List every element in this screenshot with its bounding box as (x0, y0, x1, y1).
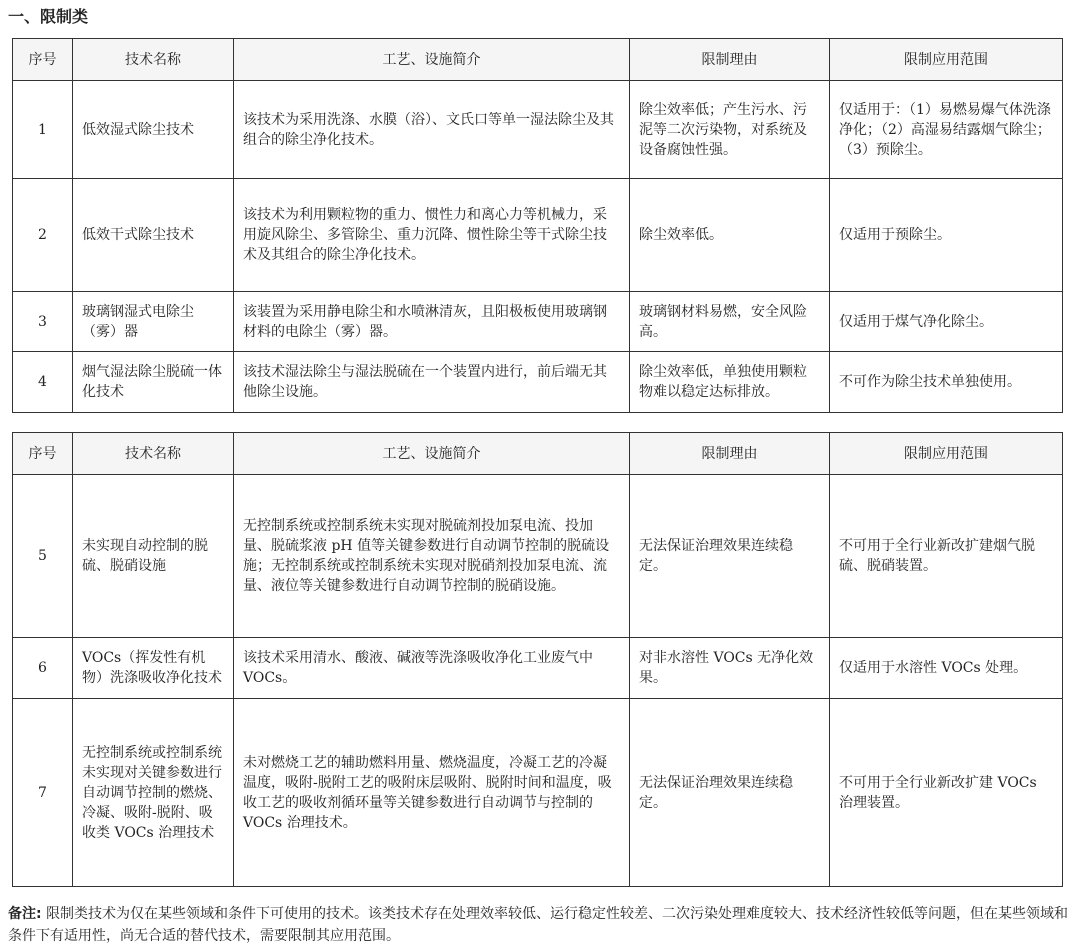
row-name: 玻璃钢湿式电除尘（雾）器 (73, 292, 234, 352)
row-no: 4 (13, 352, 73, 413)
row-name: 未实现自动控制的脱硫、脱硝设施 (73, 475, 234, 638)
footnote-text: 限制类技术为仅在某些领域和条件下可使用的技术。该类技术存在处理效率较低、运行稳定性较差、二次污染处理难度较大、技术经济性较低等问题，但在某些领域和条件下有适用性，尚无合适的替代技术，需要限制其应用范围。 (8, 906, 1069, 944)
row-no: 6 (13, 638, 73, 699)
row-scope: 仅适用于煤气净化除尘。 (830, 292, 1063, 352)
row-name: 无控制系统或控制系统未实现对关键参数进行自动调节控制的燃烧、冷凝、吸附-脱附、吸收类 VOCs 治理技术 (73, 699, 234, 887)
section-title: 一、限制类 (8, 7, 89, 26)
row-reason: 玻璃钢材料易燃，安全风险高。 (630, 292, 830, 352)
row-desc: 无控制系统或控制系统未实现对脱硫剂投加泵电流、投加量、脱硫浆液 pH 值等关键参数进行自动调节控制的脱硫设施；无控制系统或控制系统未实现对脱硝剂投加泵电流、流量、液位等关键参数进行自动调节控制的脱硝设施。 (234, 475, 630, 638)
row-no: 2 (13, 179, 73, 292)
row-desc: 该装置为采用静电除尘和水喷淋清灰，且阳极板使用玻璃钢材料的电除尘（雾）器。 (234, 292, 630, 352)
footnote (8, 903, 1072, 947)
header-scope: 限制应用范围 (830, 433, 1063, 475)
table-row (13, 81, 1063, 179)
restriction-table-1 (12, 38, 1063, 413)
row-no: 5 (13, 475, 73, 638)
row-reason: 除尘效率低。 (630, 179, 830, 292)
row-scope: 仅适用于水溶性 VOCs 处理。 (830, 638, 1063, 699)
table-row (13, 638, 1063, 699)
restriction-table-2 (12, 432, 1063, 887)
table-header-row (13, 39, 1063, 81)
row-name: VOCs（挥发性有机物）洗涤吸收净化技术 (73, 638, 234, 699)
header-no: 序号 (13, 39, 73, 81)
row-name: 低效干式除尘技术 (73, 179, 234, 292)
row-scope: 仅适用于预除尘。 (830, 179, 1063, 292)
row-reason: 无法保证治理效果连续稳定。 (630, 699, 830, 887)
row-desc: 未对燃烧工艺的辅助燃料用量、燃烧温度，冷凝工艺的冷凝温度，吸附-脱附工艺的吸附床层吸附、脱附时间和温度，吸收工艺的吸收剂循环量等关键参数进行自动调节与控制的 VOCs 治理技术。 (234, 699, 630, 887)
table-row (13, 292, 1063, 352)
header-name: 技术名称 (73, 39, 234, 81)
row-no: 1 (13, 81, 73, 179)
row-name: 低效湿式除尘技术 (73, 81, 234, 179)
row-scope: 不可作为除尘技术单独使用。 (830, 352, 1063, 413)
table-row (13, 699, 1063, 887)
row-scope: 不可用于全行业新改扩建 VOCs 治理装置。 (830, 699, 1063, 887)
row-desc: 该技术湿法除尘与湿法脱硫在一个装置内进行，前后端无其他除尘设施。 (234, 352, 630, 413)
row-no: 3 (13, 292, 73, 352)
table-row (13, 475, 1063, 638)
header-reason: 限制理由 (630, 39, 830, 81)
header-name: 技术名称 (73, 433, 234, 475)
footnote-label: 备注: (8, 906, 42, 922)
row-reason: 无法保证治理效果连续稳定。 (630, 475, 830, 638)
header-reason: 限制理由 (630, 433, 830, 475)
row-reason: 除尘效率低，单独使用颗粒物难以稳定达标排放。 (630, 352, 830, 413)
row-desc: 该技术采用清水、酸液、碱液等洗涤吸收净化工业废气中 VOCs。 (234, 638, 630, 699)
header-no: 序号 (13, 433, 73, 475)
table-row (13, 179, 1063, 292)
row-reason: 对非水溶性 VOCs 无净化效果。 (630, 638, 830, 699)
row-no: 7 (13, 699, 73, 887)
row-scope: 仅适用于：（1）易燃易爆气体洗涤净化；（2）高湿易结露烟气除尘；（3）预除尘。 (830, 81, 1063, 179)
header-scope: 限制应用范围 (830, 39, 1063, 81)
table-row (13, 352, 1063, 413)
row-name: 烟气湿法除尘脱硫一体化技术 (73, 352, 234, 413)
row-desc: 该技术为利用颗粒物的重力、惯性力和离心力等机械力，采用旋风除尘、多管除尘、重力沉降、惯性除尘等干式除尘技术及其组合的除尘净化技术。 (234, 179, 630, 292)
row-reason: 除尘效率低；产生污水、污泥等二次污染物，对系统及设备腐蚀性强。 (630, 81, 830, 179)
header-desc: 工艺、设施简介 (234, 433, 630, 475)
table-header-row (13, 433, 1063, 475)
row-desc: 该技术为采用洗涤、水膜（浴）、文氏口等单一湿法除尘及其组合的除尘净化技术。 (234, 81, 630, 179)
row-scope: 不可用于全行业新改扩建烟气脱硫、脱硝装置。 (830, 475, 1063, 638)
header-desc: 工艺、设施简介 (234, 39, 630, 81)
